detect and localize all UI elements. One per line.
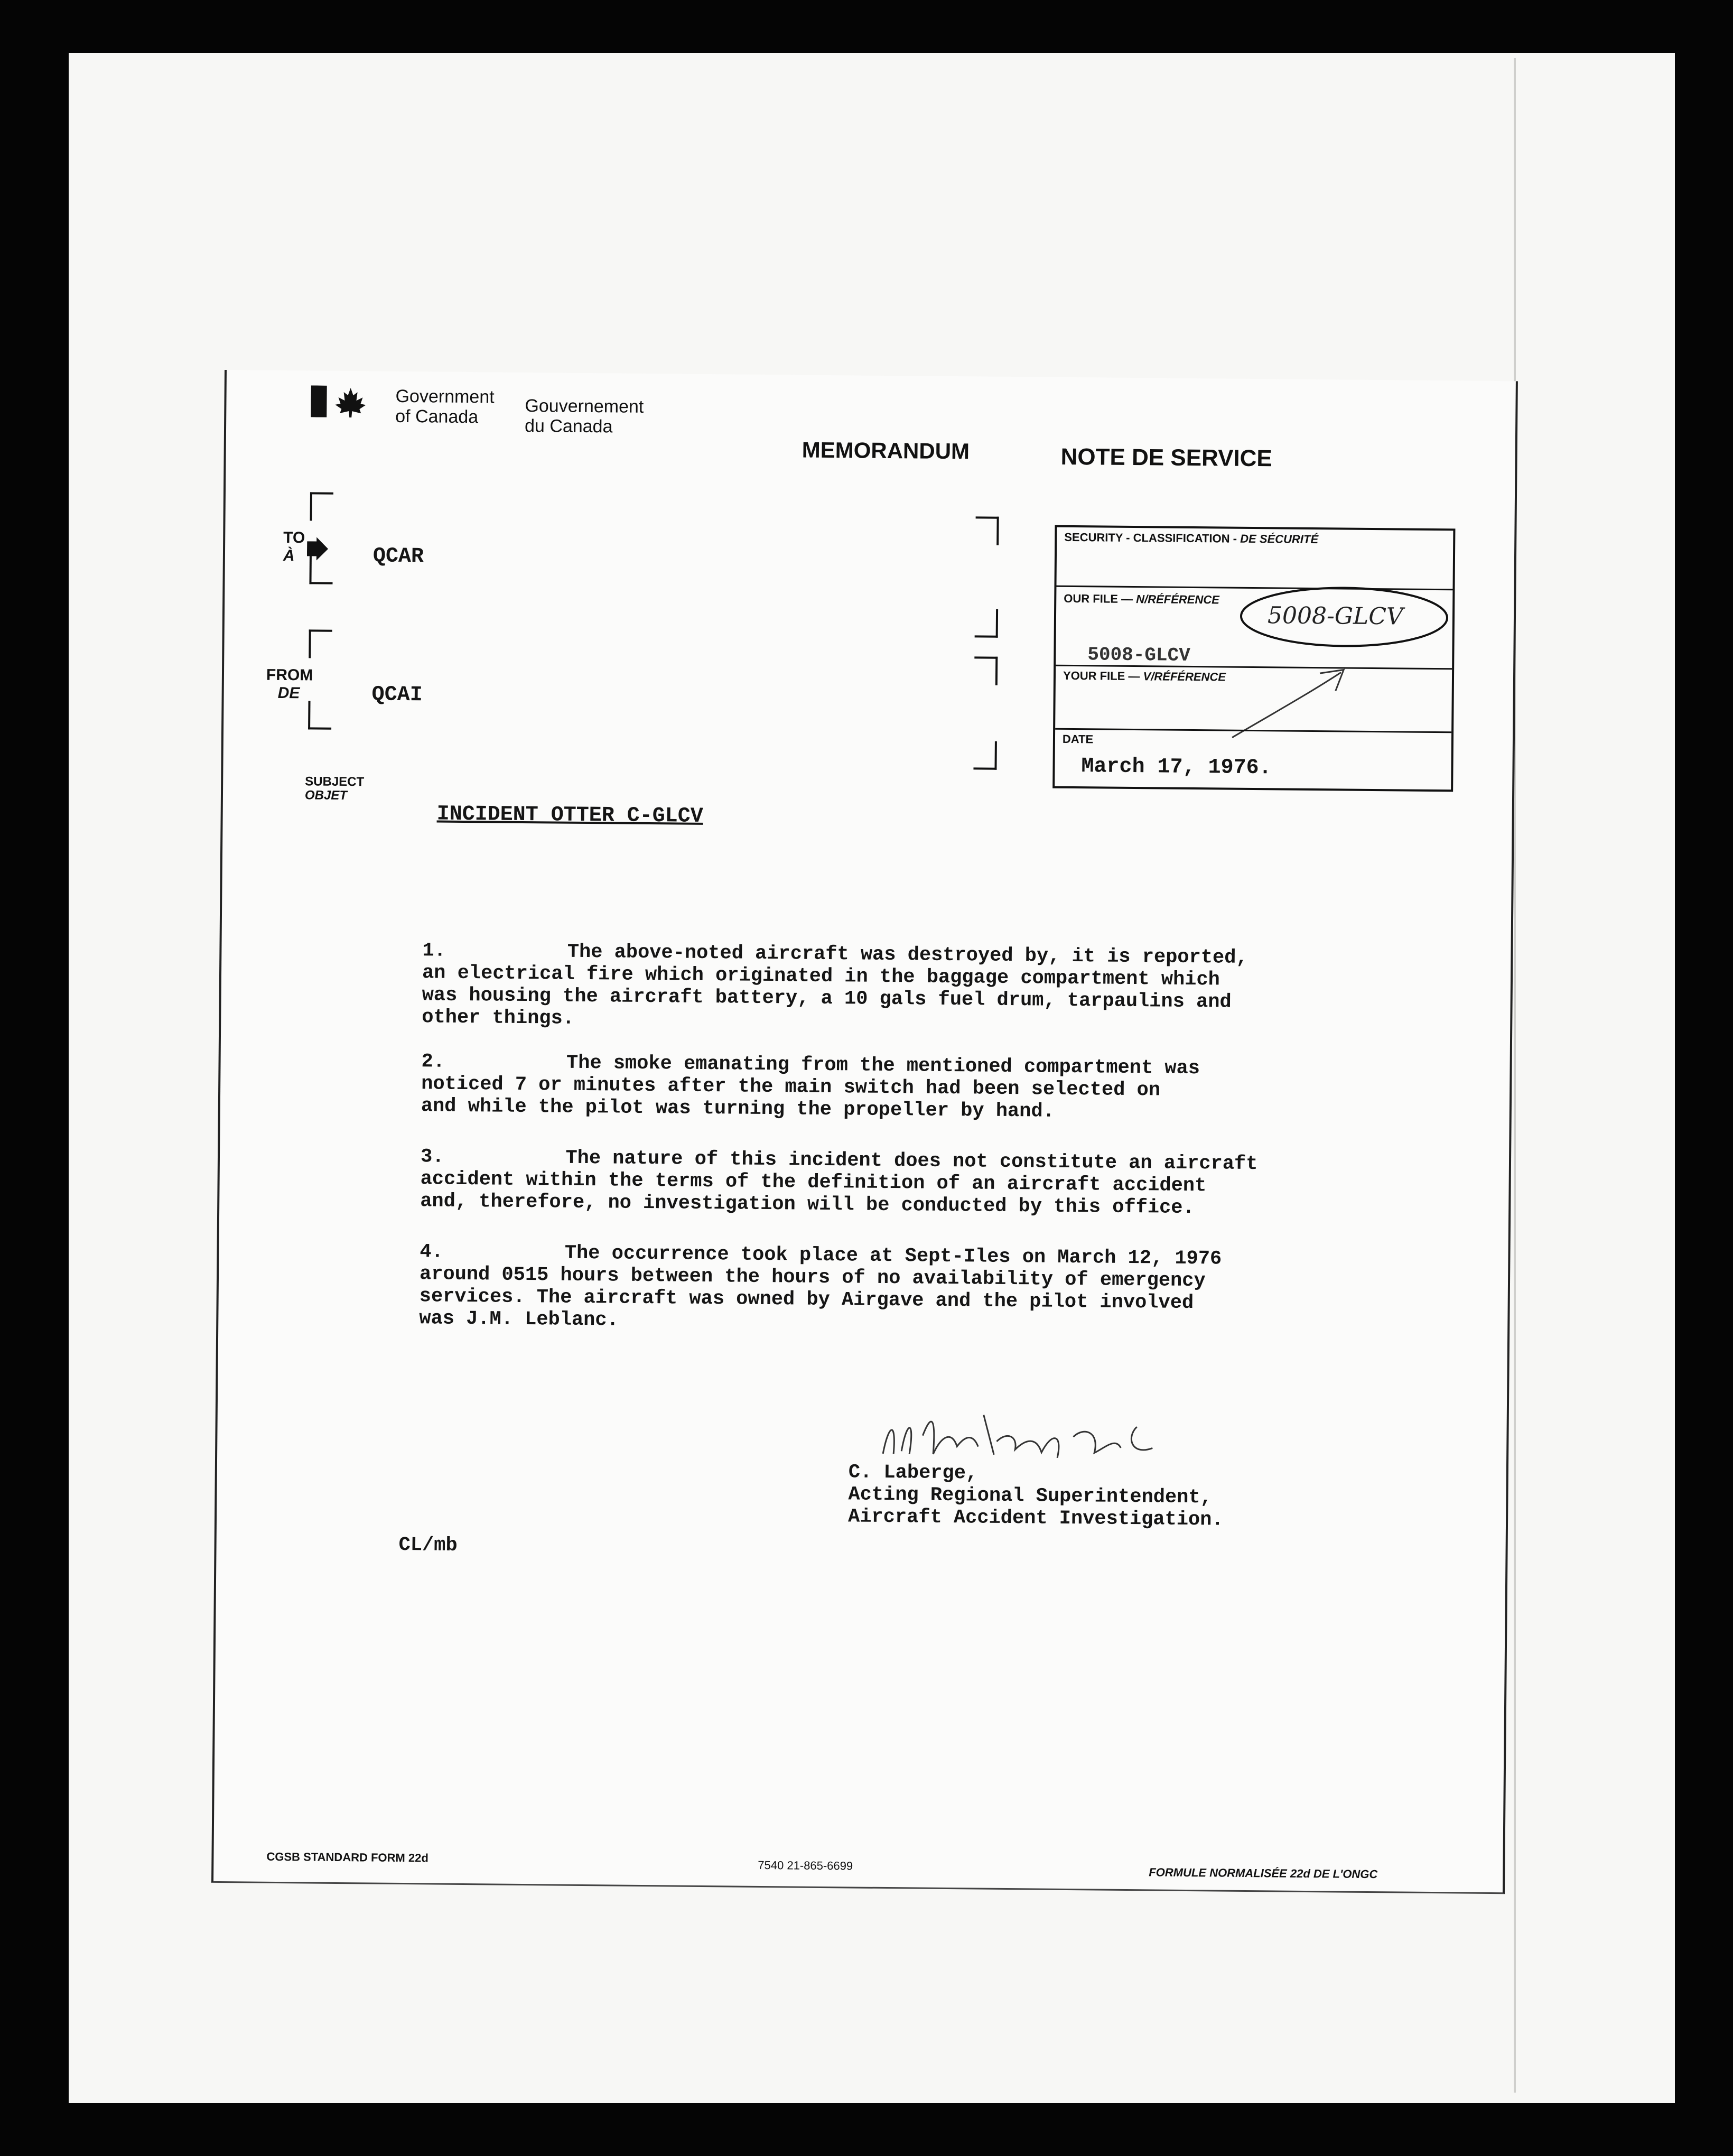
security-label-en: SECURITY - CLASSIFICATION -	[1064, 530, 1237, 545]
subject-value: INCIDENT OTTER C-GLCV	[436, 802, 703, 829]
from-label	[266, 666, 313, 703]
arrow-right-icon	[307, 537, 328, 560]
sheet-edge	[1514, 58, 1516, 2093]
paragraph-text: an electrical fire which originated in the baggage compartment which was housing the aircraft battery, a 10 gals fuel drum, tarpaulins and other things.	[422, 962, 1232, 1030]
security-label-fr: DE SÉCURITÉ	[1240, 532, 1319, 546]
signer-title: Acting Regional Superintendent,	[848, 1483, 1212, 1509]
footer-form-number-en: CGSB STANDARD FORM 22d	[266, 1850, 428, 1865]
paragraph-2	[421, 1051, 1346, 1125]
date-label: DATE	[1062, 732, 1094, 746]
subject-label-fr: OBJET	[304, 788, 348, 803]
to-label-fr: À	[283, 546, 295, 565]
from-bracket-bottom-left	[308, 701, 331, 729]
handwritten-signature	[872, 1404, 1169, 1464]
canada-flag-icon	[311, 385, 375, 417]
our-file-value: 5008-GLCV	[1267, 602, 1403, 630]
government-fr-line2: du Canada	[524, 415, 613, 437]
to-label-en: TO	[283, 528, 305, 547]
footer-stock-number: 7540 21-865-6699	[758, 1858, 853, 1873]
from-value: QCAI	[371, 683, 423, 708]
reference-box	[1052, 525, 1455, 792]
your-file-label	[1063, 669, 1226, 684]
paragraph-4	[419, 1241, 1344, 1337]
title-memorandum: MEMORANDUM	[802, 437, 970, 464]
from-bracket-top-right	[974, 656, 998, 685]
memorandum-page	[211, 370, 1518, 1894]
paragraph-1	[422, 940, 1347, 1036]
subject-label-en: SUBJECT	[305, 774, 365, 789]
paragraph-first-line: The occurrence took place at Sept-Iles on March 12, 1976	[564, 1242, 1222, 1270]
government-fr	[525, 396, 644, 437]
government-en-line1: Government	[395, 386, 495, 407]
paragraph-text: around 0515 hours between the hours of no availability of emergency services. The aircraft was owned by Airgave and the pilot involved was J.M. Leblanc.	[419, 1263, 1206, 1332]
paragraph-text: accident within the terms of the definition of an aircraft accident and, therefore, no investigation will be conducted by this office.	[420, 1168, 1207, 1220]
typist-initials: CL/mb	[398, 1534, 458, 1557]
to-label	[283, 529, 305, 565]
to-bracket-top-right	[975, 516, 999, 545]
title-note-de-service: NOTE DE SERVICE	[1060, 443, 1272, 472]
paragraph-number: 2.	[421, 1051, 445, 1073]
our-file-label-en: OUR FILE —	[1064, 591, 1133, 606]
from-label-en: FROM	[266, 666, 313, 684]
from-bracket-top-left	[309, 629, 332, 658]
signer-organization: Aircraft Accident Investigation.	[847, 1506, 1224, 1531]
subject-label	[305, 775, 364, 803]
your-file-value: 5008-GLCV	[1087, 644, 1190, 666]
from-label-fr: DE	[277, 684, 300, 702]
to-bracket-bottom-right	[975, 609, 998, 637]
signer-name: C. Laberge,	[848, 1461, 978, 1485]
your-file-label-fr: V/RÉFÉRENCE	[1143, 670, 1226, 684]
paragraph-text: noticed 7 or minutes after the main switch had been selected on and while the pilot was turning the propeller by hand.	[421, 1073, 1161, 1123]
signature-block	[848, 1461, 1224, 1531]
to-bracket-top-left	[310, 492, 333, 521]
our-file-label	[1064, 592, 1219, 607]
paragraph-3	[420, 1146, 1345, 1220]
date-value: March 17, 1976.	[1081, 755, 1272, 780]
paragraph-first-line: The above-noted aircraft was destroyed by, it is reported,	[567, 941, 1248, 969]
paragraph-first-line: The smoke emanating from the mentioned compartment was	[566, 1052, 1200, 1080]
paragraph-first-line: The nature of this incident does not constitute an aircraft	[565, 1147, 1258, 1176]
handwritten-arrow	[1229, 661, 1352, 741]
paragraph-number: 4.	[420, 1241, 444, 1263]
government-en-line2: of Canada	[395, 406, 479, 428]
paragraph-number: 1.	[422, 940, 446, 962]
from-bracket-bottom-right	[973, 741, 996, 769]
footer-form-number-fr: FORMULE NORMALISÉE 22d DE L'ONGC	[1149, 1865, 1378, 1881]
government-fr-line1: Gouvernement	[525, 395, 644, 417]
government-en	[395, 386, 495, 428]
your-file-label-en: YOUR FILE —	[1063, 668, 1140, 683]
our-file-label-fr: N/RÉFÉRENCE	[1136, 592, 1219, 607]
paragraph-number: 3.	[420, 1146, 444, 1168]
security-classification-label	[1064, 531, 1318, 546]
to-value: QCAR	[372, 544, 424, 569]
